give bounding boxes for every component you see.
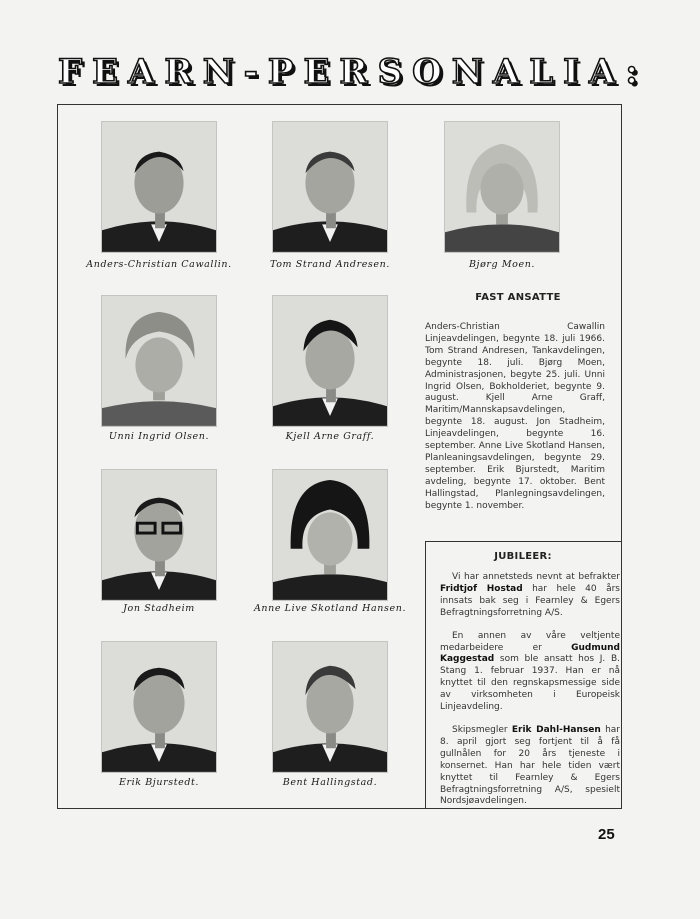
jubileer-paragraph: [440, 631, 620, 714]
portrait-caption: Jon Stadheim: [123, 603, 195, 614]
jubileer-text-part: som ble ansatt hos J. B. Stang 1. februar 1937. Han er nå knyttet til den regnskapsmessige side av virksomheten i Europeisk Linjeavdeling.: [440, 654, 620, 713]
portrait-caption: Bent Hallingstad.: [282, 777, 378, 788]
portrait-photo: [101, 469, 217, 601]
jubileer-person-name: Erik Dahl-Hansen: [511, 724, 601, 735]
jubileer-text-part: har 8. april gjort seg fortjent til å få gullnålen for 20 års tjeneste i konsernet. Han har hele tiden vært knyttet til Fearnley & Egers Befragtningsforretning A/S, spesielt Nordsjøavdelingen.: [440, 724, 620, 807]
portrait-photo: [444, 121, 560, 253]
jubileer-text-part: Skipsmegler: [452, 724, 512, 735]
jubileer-person-name: Fridtjof Hostad: [440, 583, 523, 594]
jubileer-paragraph: [440, 572, 620, 620]
jubileer-text-part: Vi har annetsteds nevnt at befrakter: [452, 572, 620, 582]
portrait-caption: Tom Strand Andresen.: [270, 259, 390, 270]
portrait-caption: Unni Ingrid Olsen.: [108, 431, 210, 442]
portrait-photo: [272, 121, 388, 253]
portrait-photo: [101, 641, 217, 773]
portrait-photo: [101, 295, 217, 427]
portrait-photo: [272, 641, 388, 773]
portrait-caption: Kjell Arne Graff.: [285, 431, 375, 442]
portrait-photo: [101, 121, 217, 253]
portrait-caption: Anders-Christian Cawallin.: [86, 259, 232, 270]
portrait-photo: [272, 469, 388, 601]
portrait-photo: [272, 295, 388, 427]
jubileer-heading: JUBILEER:: [494, 551, 552, 562]
fast-ansatte-heading: FAST ANSATTE: [475, 292, 561, 303]
jubileer-text-part: har hele 40 års innsats bak seg i Fearnley & Egers Befragtningsforretning A/S.: [440, 583, 620, 618]
page-title: FEARN-PERSONALIA:: [58, 52, 648, 92]
portrait-caption: Anne Live Skotland Hansen.: [253, 603, 407, 614]
fast-ansatte-text: Anders-Christian Cawallin Linjeavdelingen, begynte 18. juli 1966. Tom Strand Andresen, Tankavdelingen, begynte 18. juli. Bjørg Moen, Administrasjonen, begyte 25. juli. Unni Ingrid Olsen, Bokholderiet, begynte 9. august. Kjell Arne Graff, Maritim/Mannskapsavdelingen, begynte 18. august. Jon Stadheim, Linjeavdelingen, begynte 16. september. Anne Live Skotland Hansen, Planleaningsavdelingen, begynte 29. september. Erik Bjurstedt, Maritim avdeling, begynte 17. oktober. Bent Hallingstad, Planlegningsavdelingen, begynte 1. november.: [425, 322, 605, 511]
jubileer-paragraph: [440, 725, 620, 808]
portrait-caption: Bjørg Moen.: [468, 259, 536, 270]
portrait-caption: Erik Bjurstedt.: [118, 777, 200, 788]
jubileer-person-name: Gudmund Kaggestad: [440, 642, 620, 665]
jubileer-text-part: En annen av våre veltjente medarbeidere er: [440, 630, 620, 653]
jubileer-text: [440, 572, 620, 819]
page-number: 25: [598, 826, 615, 843]
